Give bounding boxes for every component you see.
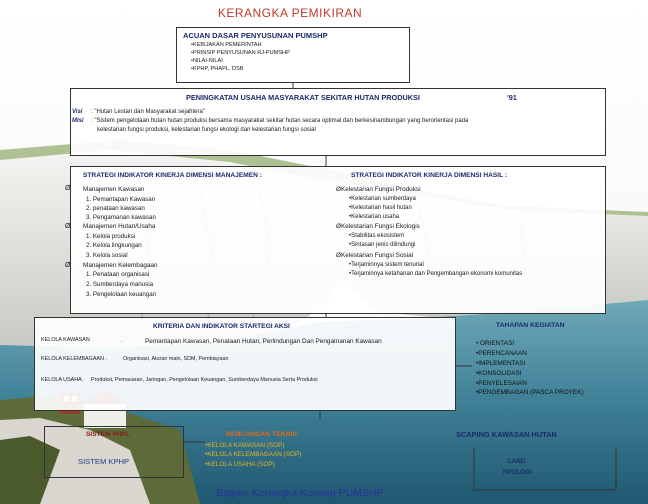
hasil-head: ØKelestarian Fungsi Produksi xyxy=(336,186,421,193)
tahapan-item: •PENYELESAIAN xyxy=(476,380,527,387)
manajemen-head: Manajemen Kelembagaan xyxy=(83,262,158,269)
acuan-item: •KPHP, PHAPL, DSB xyxy=(191,66,244,72)
peningkatan-tag: '91 xyxy=(507,93,517,102)
manajemen-sub: 3. Pengamanan kawasan xyxy=(86,214,156,221)
hasil-sub: •Sintasan jenis dilindungi xyxy=(349,242,416,248)
strategi-manajemen-title: STRATEGI INDIKATOR KINERJA DIMENSI MANAJEMEN : xyxy=(83,172,262,179)
manajemen-sub: 1. Kelola produksi xyxy=(86,233,136,240)
kriteria-title: KRITERIA DAN INDIKATOR STARTEGI AKSI xyxy=(153,323,290,330)
manajemen-head: Manajemen Hutan/Usaha xyxy=(83,223,156,230)
acuan-item: •NILAI-NILAI xyxy=(191,58,223,64)
manajemen-sub: 2. Sumberdaya manusia xyxy=(86,281,154,288)
arrow-bullet-icon: Ø xyxy=(65,223,71,230)
manajemen-sub: 3. Kelola sosial xyxy=(86,252,128,259)
misi-text: : "Sistem pengelolaan hutan hutan produksi bersama masyarakat sekitar hutan secara optimal dan berkesinambungan yang berorientasi pada xyxy=(91,118,469,124)
rencana-title: RENCANGAN TEKNIS xyxy=(226,431,297,438)
acuan-item: •PRINSIP PENYUSUNAN RJ-PUMSHP xyxy=(191,50,290,56)
manajemen-sub: 1. Pemantapan Kawasan xyxy=(86,196,156,203)
strategi-hasil-title: STRATEGI INDIKATOR KINERJA DIMENSI HASIL : xyxy=(351,172,508,179)
strategi-box xyxy=(65,166,606,314)
peningkatan-title: PENINGKATAN USAHA MASYARAKAT SEKITAR HUTAN PRODUKSI xyxy=(186,93,420,102)
sistem-phpl: SISTEM PHPL xyxy=(86,431,130,438)
land-label: LAND xyxy=(508,458,526,465)
manajemen-sub: 1. Penataan organisasi xyxy=(86,271,150,278)
manajemen-sub: 2. Kelola lingkungan xyxy=(86,242,142,249)
tipologi-label: TIPOLOGI xyxy=(502,469,532,476)
tahapan-item: •PERENCANAAN xyxy=(476,350,527,357)
kriteria-text: Organisasi, Aturan main, SDM, Pembiayaan xyxy=(123,356,229,362)
tahapan-item: • ORIENTASI xyxy=(476,340,514,347)
page-title: KERANGKA PEMIKIRAN xyxy=(217,6,363,20)
hasil-sub: •Kelestarian sumberdaya xyxy=(349,196,416,202)
kriteria-label: KELOLA USAHA . xyxy=(41,377,85,383)
figure-caption: Bagan. Kerangka Konsep PUMSHP xyxy=(216,487,384,499)
hasil-sub: •Kelestarian hasil hutan xyxy=(349,205,412,211)
hasil-sub: •Stabilitas ekosistem xyxy=(349,233,405,239)
hasil-sub: •Terjaminnya sistem tenurial xyxy=(349,262,424,268)
scaping-title: SCAPING KAWASAN HUTAN xyxy=(456,430,557,439)
rencana-item: •KELOLA USAHA (SOP) xyxy=(205,461,275,468)
kriteria-text: Produksi, Pemasaran, Jaringan, Pengelolaan Keuangan, Sumberdaya Manusia Serta Produksi xyxy=(91,377,318,383)
arrow-bullet-icon: Ø xyxy=(65,185,71,192)
hasil-head: ØKelestarian Fungsi Sosial xyxy=(336,252,414,259)
acuan-item: •KEBIJAKAN PEMERINTAH xyxy=(191,42,262,48)
kriteria-text: Pemantapan Kawasan, Penataan Hutan, Perlindungan Dan Pengamanan Kawasan xyxy=(145,338,382,345)
visi-text: : "Hutan Lestari dan Masyarakat sejahtera" xyxy=(91,109,205,115)
manajemen-sub: 3. Pengelolaan keuangan xyxy=(86,291,157,298)
hasil-head: ØKelestarian Fungsi Ekologis xyxy=(336,223,420,230)
peningkatan-box xyxy=(70,88,606,156)
kriteria-label: KELOLA KAWASAN xyxy=(41,337,90,343)
rencana-item: •KELOLA KELEMBAGAAN (SOP) xyxy=(205,451,302,458)
manajemen-head: Manajemen Kawasan xyxy=(83,186,145,193)
misi-label: Misi xyxy=(72,118,84,124)
tahapan-item: •IMPLEMENTASI xyxy=(476,360,526,367)
misi-text: kelestarian fungsi produksi, kelestarian fungsi ekologi dan kelestarian fungsi sosial xyxy=(97,127,316,133)
visi-label: Visi xyxy=(72,109,83,115)
tahapan-item: •PENGEMBAGAN (PASCA PROYEK) xyxy=(476,389,584,396)
acuan-dasar-box xyxy=(176,27,410,83)
rencana-item: •KELOLA KAWASAN (SOP) xyxy=(205,442,285,449)
hasil-sub: •Kelestarian usaha xyxy=(349,214,400,220)
tahapan-item: •KONSOLIDASI xyxy=(476,370,522,377)
kriteria-label: KELOLA KELEMBAGAAN . xyxy=(41,356,107,362)
sistem-kphp: SISTEM KPHP xyxy=(78,457,130,466)
tahapan-title: TAHAPAN KEGIATAN xyxy=(496,322,565,329)
acuan-title: ACUAN DASAR PENYUSUNAN PUMSHP xyxy=(183,31,328,40)
kriteria-box xyxy=(34,317,456,411)
hasil-sub: •Terjaminnya ketahanan dan Pengembangan ekonomi komunitas xyxy=(349,271,523,277)
manajemen-sub: 2. penataan kawasan xyxy=(86,205,145,212)
arrow-bullet-icon: Ø xyxy=(65,262,71,269)
kriteria-sep: . xyxy=(121,338,123,344)
